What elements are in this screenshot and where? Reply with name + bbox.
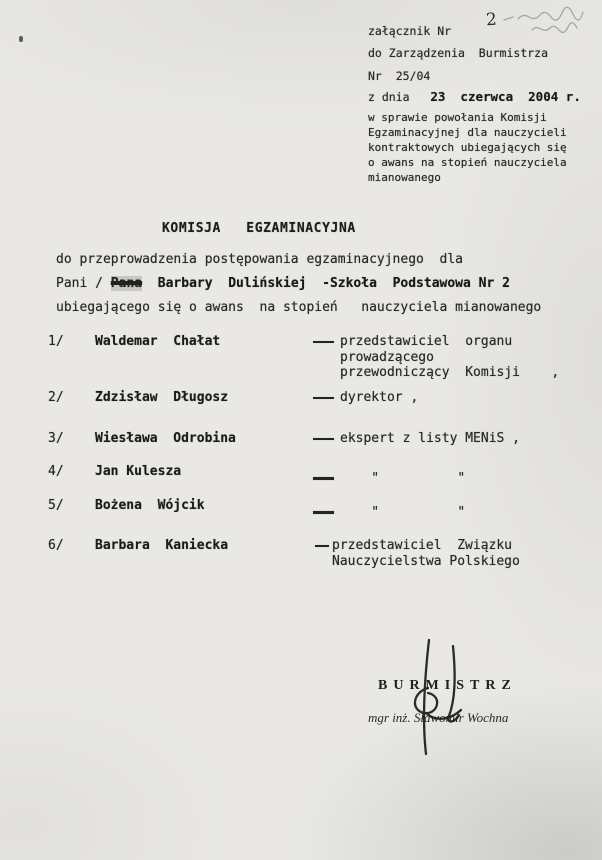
- document-title: KOMISJA EGZAMINACYJNA: [162, 221, 356, 236]
- member-role: [340, 334, 559, 381]
- member-role-line: " ": [340, 505, 466, 520]
- intro-line-2: [56, 276, 510, 291]
- member-name: Zdzisław Długosz: [95, 390, 229, 405]
- struck-out-word: Pana: [110, 276, 143, 291]
- dash-separator: [313, 477, 334, 480]
- subject-line: o awans na stopień nauczyciela: [368, 156, 567, 169]
- member-number: 6/: [48, 538, 64, 553]
- pencil-scribble: [492, 4, 602, 38]
- salutation: Pani /: [56, 276, 111, 291]
- member-role: [340, 390, 418, 406]
- dash-separator: [313, 341, 334, 343]
- member-row: [0, 464, 602, 486]
- member-role-line: przedstawiciel Związku: [332, 538, 513, 553]
- dash-separator: [315, 545, 329, 547]
- signatory-name: mgr inż. Sławomir Wochna: [368, 710, 509, 725]
- date-gap: [410, 90, 431, 104]
- member-role-line: przedstawiciel organu: [340, 334, 513, 349]
- candidate-name-school: Barbary Dulińskiej -Szkoła Podstawowa Nr 2: [142, 276, 510, 291]
- member-role: [340, 431, 520, 447]
- intro-line-1: do przeprowadzenia postępowania egzaminacyjnego dla: [56, 252, 463, 267]
- member-number: 1/: [48, 334, 64, 349]
- subject-line: w sprawie powołania Komisji: [368, 111, 547, 124]
- member-role-line: " ": [340, 471, 466, 486]
- member-name: Wiesława Odrobina: [95, 431, 236, 446]
- date-prefix: z dnia: [368, 90, 410, 104]
- member-row: [0, 431, 602, 446]
- member-role-line: prowadzącego: [340, 349, 434, 365]
- member-name: Jan Kulesza: [95, 464, 182, 479]
- date-value: 23 czerwca 2004 r.: [430, 89, 581, 104]
- member-name: Barbara Kaniecka: [95, 538, 229, 553]
- member-number: 5/: [48, 498, 64, 513]
- member-row: [0, 334, 602, 380]
- subject-line: Egzaminacyjnej dla nauczycieli: [368, 126, 567, 139]
- ink-speck: [19, 36, 23, 42]
- attachment-label: załącznik Nr: [368, 24, 452, 38]
- member-name: Waldemar Chałat: [95, 334, 221, 349]
- member-name: Bożena Wójcik: [95, 498, 205, 513]
- member-number: 2/: [48, 390, 64, 405]
- member-row: [0, 498, 602, 520]
- member-role: [340, 471, 465, 487]
- dash-separator: [313, 397, 334, 399]
- subject-line: kontraktowych ubiegających się: [368, 141, 567, 154]
- member-role-line: ekspert z listy MENiS ,: [340, 431, 521, 446]
- member-role: [332, 538, 520, 569]
- subject-line: mianowanego: [368, 171, 441, 184]
- handwritten-signature-scrawl: [395, 630, 485, 760]
- member-role-line: dyrektor ,: [340, 390, 419, 405]
- date-line: [368, 89, 581, 104]
- intro-line-3: ubiegającego się o awans na stopień nauczyciela mianowanego: [56, 300, 542, 315]
- member-role-line: przewodniczący Komisji ,: [340, 365, 560, 380]
- member-role: [340, 505, 465, 521]
- handwritten-attachment-number: 2: [485, 9, 498, 31]
- member-number: 3/: [48, 431, 64, 446]
- member-role-line: Nauczycielstwa Polskiego: [332, 553, 520, 569]
- member-number: 4/: [48, 464, 64, 479]
- member-row: [0, 538, 602, 569]
- signatory-title: BURMISTRZ: [378, 678, 517, 693]
- member-row: [0, 390, 602, 405]
- dash-separator: [313, 511, 334, 514]
- ordinance-line: do Zarządzenia Burmistrza: [368, 46, 549, 60]
- ordinance-number: Nr 25/04: [368, 69, 431, 83]
- dash-separator: [313, 438, 334, 440]
